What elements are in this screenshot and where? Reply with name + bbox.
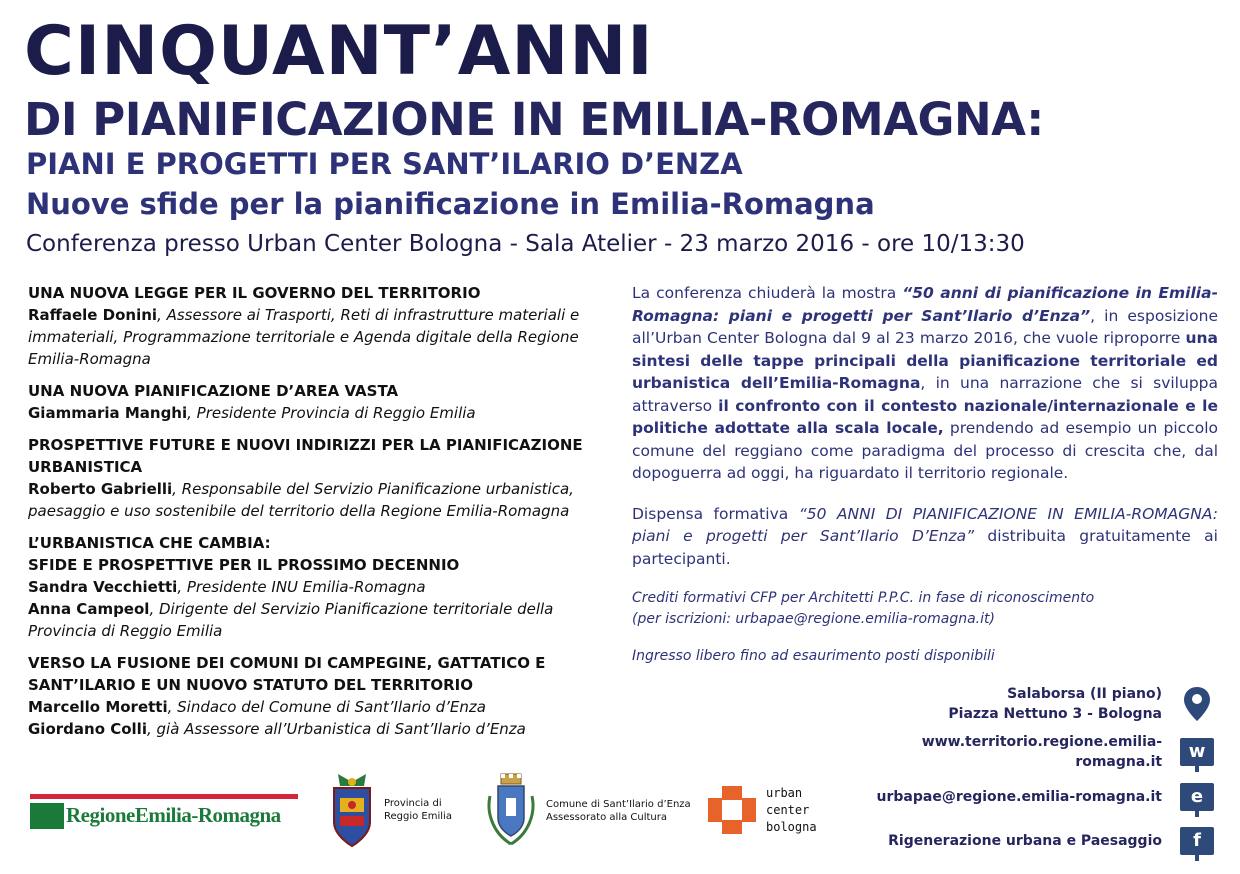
speaker-role: , Presidente Provincia di Reggio Emilia [187, 404, 476, 422]
text-span: distribuita gratuitamente ai partecipanti. [632, 527, 1218, 568]
entry-note: Ingresso libero fino ad esaurimento posti disponibili [632, 648, 995, 664]
speaker [28, 304, 608, 370]
speaker [28, 576, 608, 598]
contacts [836, 684, 1216, 860]
exhibition-title: “50 anni di pianificazione in Emilia-Romagna: piani e progetti per Sant’Ilario d’Enza” [632, 284, 1219, 325]
facebook-row[interactable] [836, 822, 1216, 860]
speaker-role: , Assessore ai Trasporti, Reti di infrastrutture materiali e immateriali, Programmazione territoriale e Agenda digitale della Regione Emilia-Romagna [28, 306, 580, 368]
title-line-1: CINQUANT’ANNI [24, 12, 654, 91]
section-title: L’URBANISTICA CHE CAMBIA: [28, 534, 271, 552]
text-span: prendendo ad esempio un piccolo comune del reggiano come paradigma del processo di crescita che, dal dopoguerra ad oggi, ha riguardato il territorio regionale. [632, 419, 1218, 482]
email-link[interactable]: urbapae@regione.emilia-romagna.it [876, 789, 1162, 805]
title-line-3: PIANI E PROGETTI PER SANT’ILARIO D’ENZA [26, 147, 743, 181]
urban-center-mark-icon [706, 784, 758, 836]
description [632, 282, 1218, 683]
event-info: Conferenza presso Urban Center Bologna - Sala Atelier - 23 marzo 2016 - ore 10/13:30 [26, 231, 1025, 257]
title-line-2: DI PIANIFICAZIONE IN EMILIA-ROMAGNA: [24, 93, 1044, 146]
speaker [28, 402, 608, 424]
comune-logo [484, 772, 691, 850]
facebook-icon-letter: f [1180, 827, 1214, 855]
handout-title: “50 ANNI DI PIANIFICAZIONE IN EMILIA-ROMAGNA: piani e progetti per Sant’Ilario D’Enza” [632, 504, 1218, 545]
section-title: VERSO LA FUSIONE DEI COMUNI DI CAMPEGINE, GATTATICO E SANT’ILARIO E UN NUOVO STATUTO DEL TERRITORIO [28, 654, 546, 694]
email-row[interactable] [836, 778, 1216, 816]
speaker [28, 718, 608, 740]
urban-center-line-3: bologna [766, 819, 817, 834]
handout-paragraph [632, 503, 1218, 571]
text-highlight: una sintesi delle tappe principali della pianificazione territoriale ed urbanistica dell’Emilia-Romagna [632, 329, 1218, 392]
venue [948, 684, 1162, 724]
facebook-link[interactable]: Rigenerazione urbana e Paesaggio [888, 833, 1162, 849]
speaker-name: Anna Campeol [28, 600, 150, 618]
program-section [28, 282, 608, 370]
speaker [28, 598, 608, 642]
program-section [28, 380, 608, 424]
section-title: PROSPETTIVE FUTURE E NUOVI INDIRIZZI PER LA PIANIFICAZIONE URBANISTICA [28, 436, 583, 476]
urban-center-text [766, 785, 817, 836]
email-icon-letter: e [1180, 783, 1214, 811]
provincia-label-1: Provincia di [384, 798, 442, 809]
web-icon[interactable] [1178, 733, 1216, 771]
web-link[interactable]: www.territorio.regione.emilia-romagna.it [921, 734, 1163, 770]
email-icon[interactable] [1178, 778, 1216, 816]
provincia-logo [328, 772, 452, 848]
venue-row [836, 684, 1216, 724]
speaker-name: Roberto Gabrielli [28, 480, 173, 498]
speaker-name: Giordano Colli [28, 720, 147, 738]
section-title-2: SFIDE E PROSPETTIVE PER IL PROSSIMO DECENNIO [28, 556, 460, 574]
speaker [28, 478, 608, 522]
speaker-role: , già Assessore all’Urbanistica di Sant’Ilario d’Enza [146, 720, 526, 738]
regione-flag-icon [30, 803, 64, 829]
comune-label [546, 798, 691, 824]
section-title: UNA NUOVA LEGGE PER IL GOVERNO DEL TERRITORIO [28, 284, 481, 302]
comune-crest-icon [484, 772, 538, 850]
program-section [28, 434, 608, 522]
speaker-name: Marcello Moretti [28, 698, 168, 716]
web-icon-letter: w [1180, 738, 1214, 766]
subtitle: Nuove sfide per la pianificazione in Emilia-Romagna [26, 187, 875, 221]
logos [30, 770, 830, 860]
comune-label-2: Assessorato alla Cultura [546, 812, 667, 823]
regione-logo-text: RegioneEmilia-Romagna [66, 803, 281, 827]
regione-logo [30, 794, 298, 828]
speaker-name: Sandra Vecchietti [28, 578, 178, 596]
program-section [28, 652, 608, 740]
speaker-role: , Sindaco del Comune di Sant’Ilario d’Enza [167, 698, 486, 716]
provincia-label [384, 797, 452, 823]
provincia-crest-icon [328, 772, 376, 848]
urban-center-line-2: center [766, 802, 810, 817]
description-paragraph [632, 282, 1218, 485]
provincia-label-2: Reggio Emilia [384, 811, 452, 822]
urban-center-logo [706, 784, 817, 836]
credits-text: Crediti formativi CFP per Architetti P.P.C. in fase di riconoscimento [632, 590, 1095, 606]
registration-email[interactable]: (per iscrizioni: urbapae@regione.emilia-romagna.it) [632, 611, 995, 627]
regione-logo-bar [30, 794, 298, 799]
speaker-role: , Dirigente del Servizio Pianificazione territoriale della Provincia di Reggio Emilia [28, 600, 554, 640]
text-highlight: il confronto con il contesto nazionale/internazionale e le politiche adottate alla scala locale, [632, 396, 1219, 437]
credits-note [632, 588, 1218, 630]
program [28, 282, 608, 750]
facebook-icon[interactable] [1178, 822, 1216, 860]
program-section [28, 532, 608, 642]
venue-name: Salaborsa (II piano) [1007, 686, 1162, 702]
speaker-role: , Responsabile del Servizio Pianificazione urbanistica, paesaggio e uso sostenibile del territorio della Regione Emilia-Romagna [28, 480, 574, 520]
speaker [28, 696, 608, 718]
speaker-name: Giammaria Manghi [28, 404, 188, 422]
venue-address: Piazza Nettuno 3 - Bologna [948, 706, 1162, 722]
text-span: , in esposizione all’Urban Center Bologna dal 9 al 23 marzo 2016, che vuole riproporre [632, 306, 1218, 347]
comune-label-1: Comune di Sant’Ilario d’Enza [546, 799, 691, 810]
speaker-role: , Presidente INU Emilia-Romagna [177, 578, 426, 596]
text-span: La conferenza chiuderà la mostra [632, 284, 903, 302]
urban-center-line-1: urban [766, 785, 803, 800]
section-title: UNA NUOVA PIANIFICAZIONE D’AREA VASTA [28, 382, 399, 400]
location-pin-icon [1178, 685, 1216, 723]
speaker-name: Raffaele Donini [28, 306, 158, 324]
text-span: Dispensa formativa [632, 504, 799, 523]
text-span: , in una narrazione che si sviluppa attraverso [632, 374, 1218, 415]
web-row[interactable] [836, 732, 1216, 772]
